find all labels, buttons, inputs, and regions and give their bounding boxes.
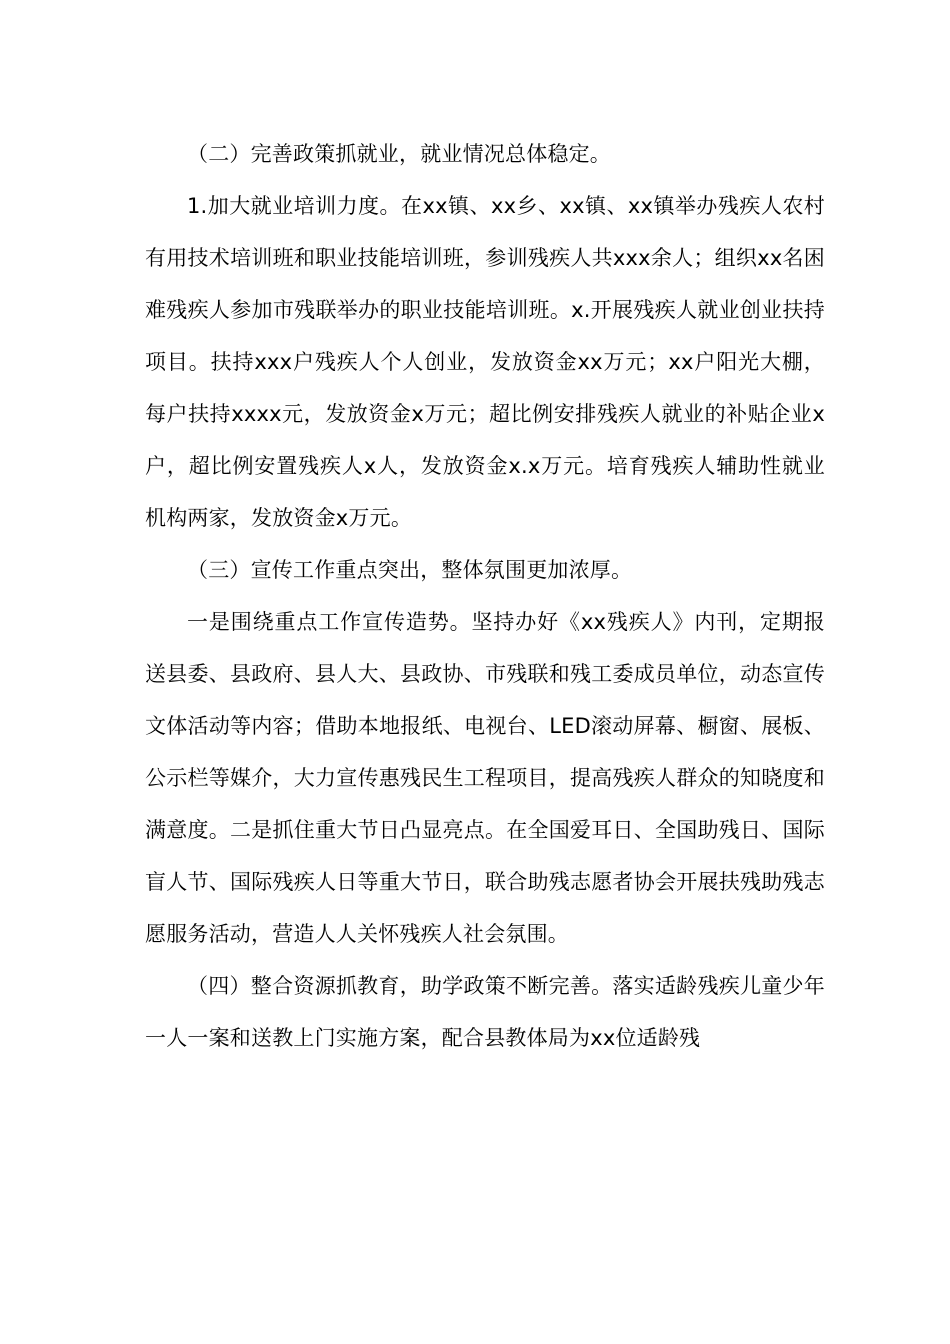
- section-heading-3: （三）宣传工作重点突出，整体氛围更加浓厚。: [187, 558, 633, 582]
- document-body: [145, 128, 825, 1064]
- paragraph-employment-training: 1.加大就业培训力度。在xx镇、xx乡、xx镇、xx镇举办残疾人农村有用技术培训班和职业技能培训班，参训残疾人共xxx余人；组织xx名困难残疾人参加市残联举办的职业技能培训班。x.开展残疾人就业创业扶持项目。扶持xxx户残疾人个人创业，发放资金xx万元；xx户阳光大棚，每户扶持xxxx元，发放资金x万元；超比例安排残疾人就业的补贴企业x户，超比例安置残疾人x人，发放资金x.x万元。培育残疾人辅助性就业机构两家，发放资金x万元。: [145, 194, 825, 530]
- paragraph-education: （四）整合资源抓教育，助学政策不断完善。落实适龄残疾儿童少年一人一案和送教上门实施方案，配合县教体局为xx位适龄残: [145, 974, 825, 1050]
- paragraph-publicity: 一是围绕重点工作宣传造势。坚持办好《xx残疾人》内刊，定期报送县委、县政府、县人大、县政协、市残联和残工委成员单位，动态宣传文体活动等内容；借助本地报纸、电视台、LED滚动屏幕、橱窗、展板、公示栏等媒介，大力宣传惠残民生工程项目，提高残疾人群众的知晓度和满意度。二是抓住重大节日凸显亮点。在全国爱耳日、全国助残日、国际盲人节、国际残疾人日等重大节日，联合助残志愿者协会开展扶残助残志愿服务活动，营造人人关怀残疾人社会氛围。: [145, 610, 825, 946]
- section-heading-2: （二）完善政策抓就业，就业情况总体稳定。: [187, 142, 611, 166]
